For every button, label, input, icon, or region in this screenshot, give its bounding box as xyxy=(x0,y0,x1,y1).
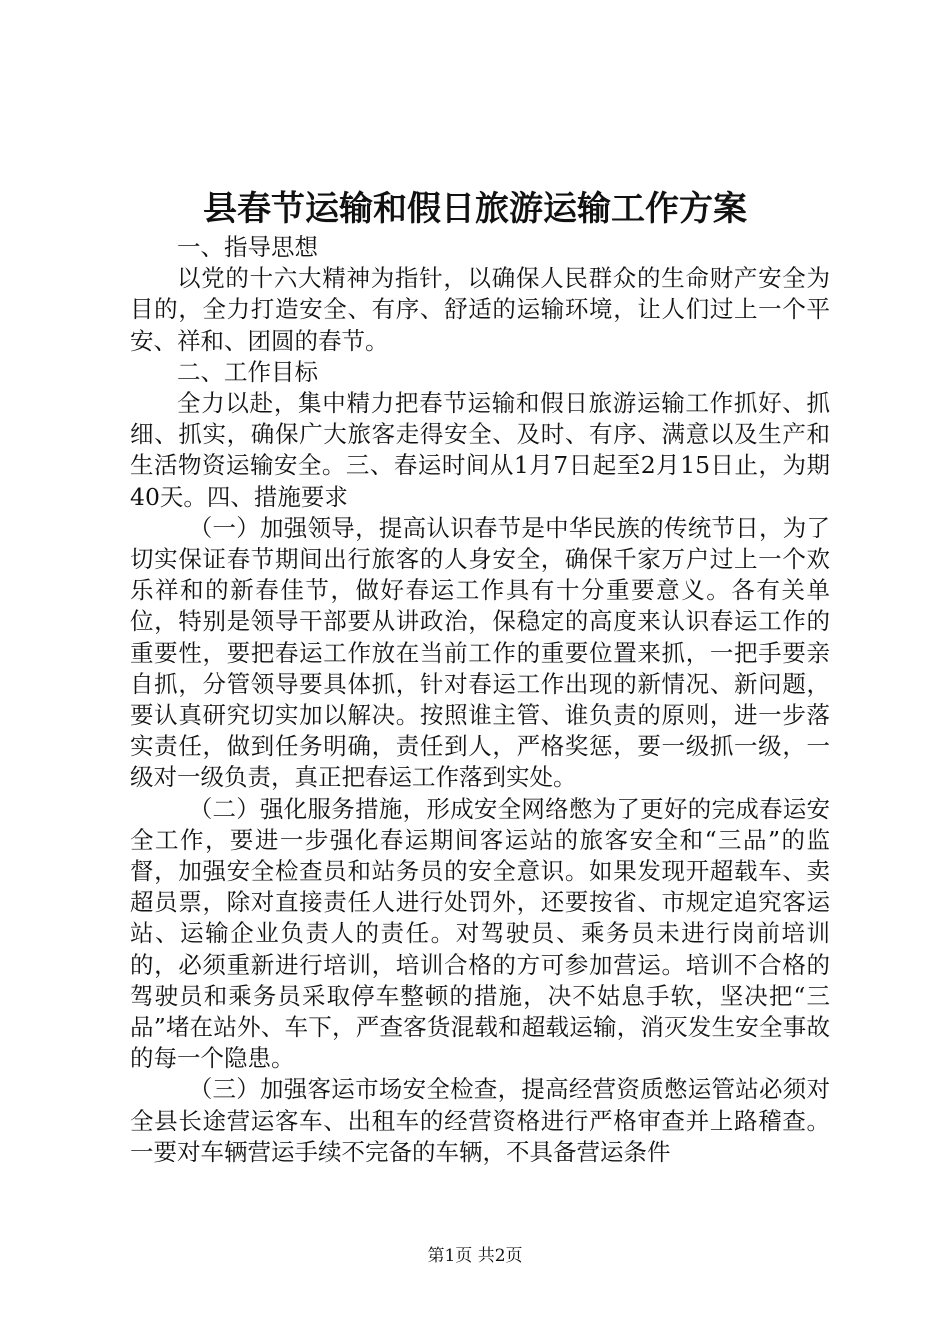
page-footer: 第1页 共2页 xyxy=(427,1246,523,1266)
section-heading-work-goals: 二、工作目标 xyxy=(177,357,318,386)
document-title: 县春节运输和假日旅游运输工作方案 xyxy=(203,189,747,229)
paragraph-guiding-ideology: 以党的十六大精神为指针，以确保人民群众的生命财产安全为目的，全力打造安全、有序、舒适的运输环境，让人们过上一个平安、祥和、团圆的春节。 xyxy=(130,264,830,355)
paragraph-measure-leadership: （一）加强领导，提高认识春节是中华民族的传统节日，为了切实保证春节期间出行旅客的人身安全，确保千家万户过上一个欢乐祥和的新春佳节，做好春运工作具有十分重要意义。各有关单位，特别是领导干部要从讲政治，保稳定的高度来认识春运工作的重要性，要把春运工作放在当前工作的重要位置来抓，一把手要亲自抓，分管领导要具体抓，针对春运工作出现的新情况、新问题，要认真研究切实加以解决。按照谁主管、谁负责的原则，进一步落实责任，做到任务明确，责任到人，严格奖惩，要一级抓一级，一级对一级负责，真正把春运工作落到实处。 xyxy=(130,513,830,792)
paragraph-measure-service: （二）强化服务措施，形成安全网络憋为了更好的完成春运安全工作，要进一步强化春运期间客运站的旅客安全和“三品”的监督，加强安全检查员和站务员的安全意识。如果发现开超载车、卖超员票，除对直接责任人进行处罚外，还要按省、市规定追究客运站、运输企业负责人的责任。对驾驶员、乘务员未进行岗前培训的，必须重新进行培训，培训合格的方可参加营运。培训不合格的驾驶员和乘务员采取停车整顿的措施，决不姑息手软，坚决把“三品”堵在站外、车下，严查客货混载和超载运输，消灭发生安全事故的每一个隐患。 xyxy=(130,794,830,1073)
paragraph-measure-inspection: （三）加强客运市场安全检查，提高经营资质憋运管站必须对全县长途营运客车、出租车的经营资格进行严格审查并上路稽查。一要对车辆营运手续不完备的车辆，不具备营运条件 xyxy=(130,1075,830,1166)
section-heading-guiding-ideology: 一、指导思想 xyxy=(177,233,318,261)
paragraph-work-goals: 全力以赴，集中精力把春节运输和假日旅游运输工作抓好、抓细、抓实，确保广大旅客走得安全、及时、有序、满意以及生产和生活物资运输安全。三、春运时间从1月7日起至2月15日止，为期40天。四、措施要求 xyxy=(130,389,830,511)
document-body xyxy=(130,232,830,1168)
